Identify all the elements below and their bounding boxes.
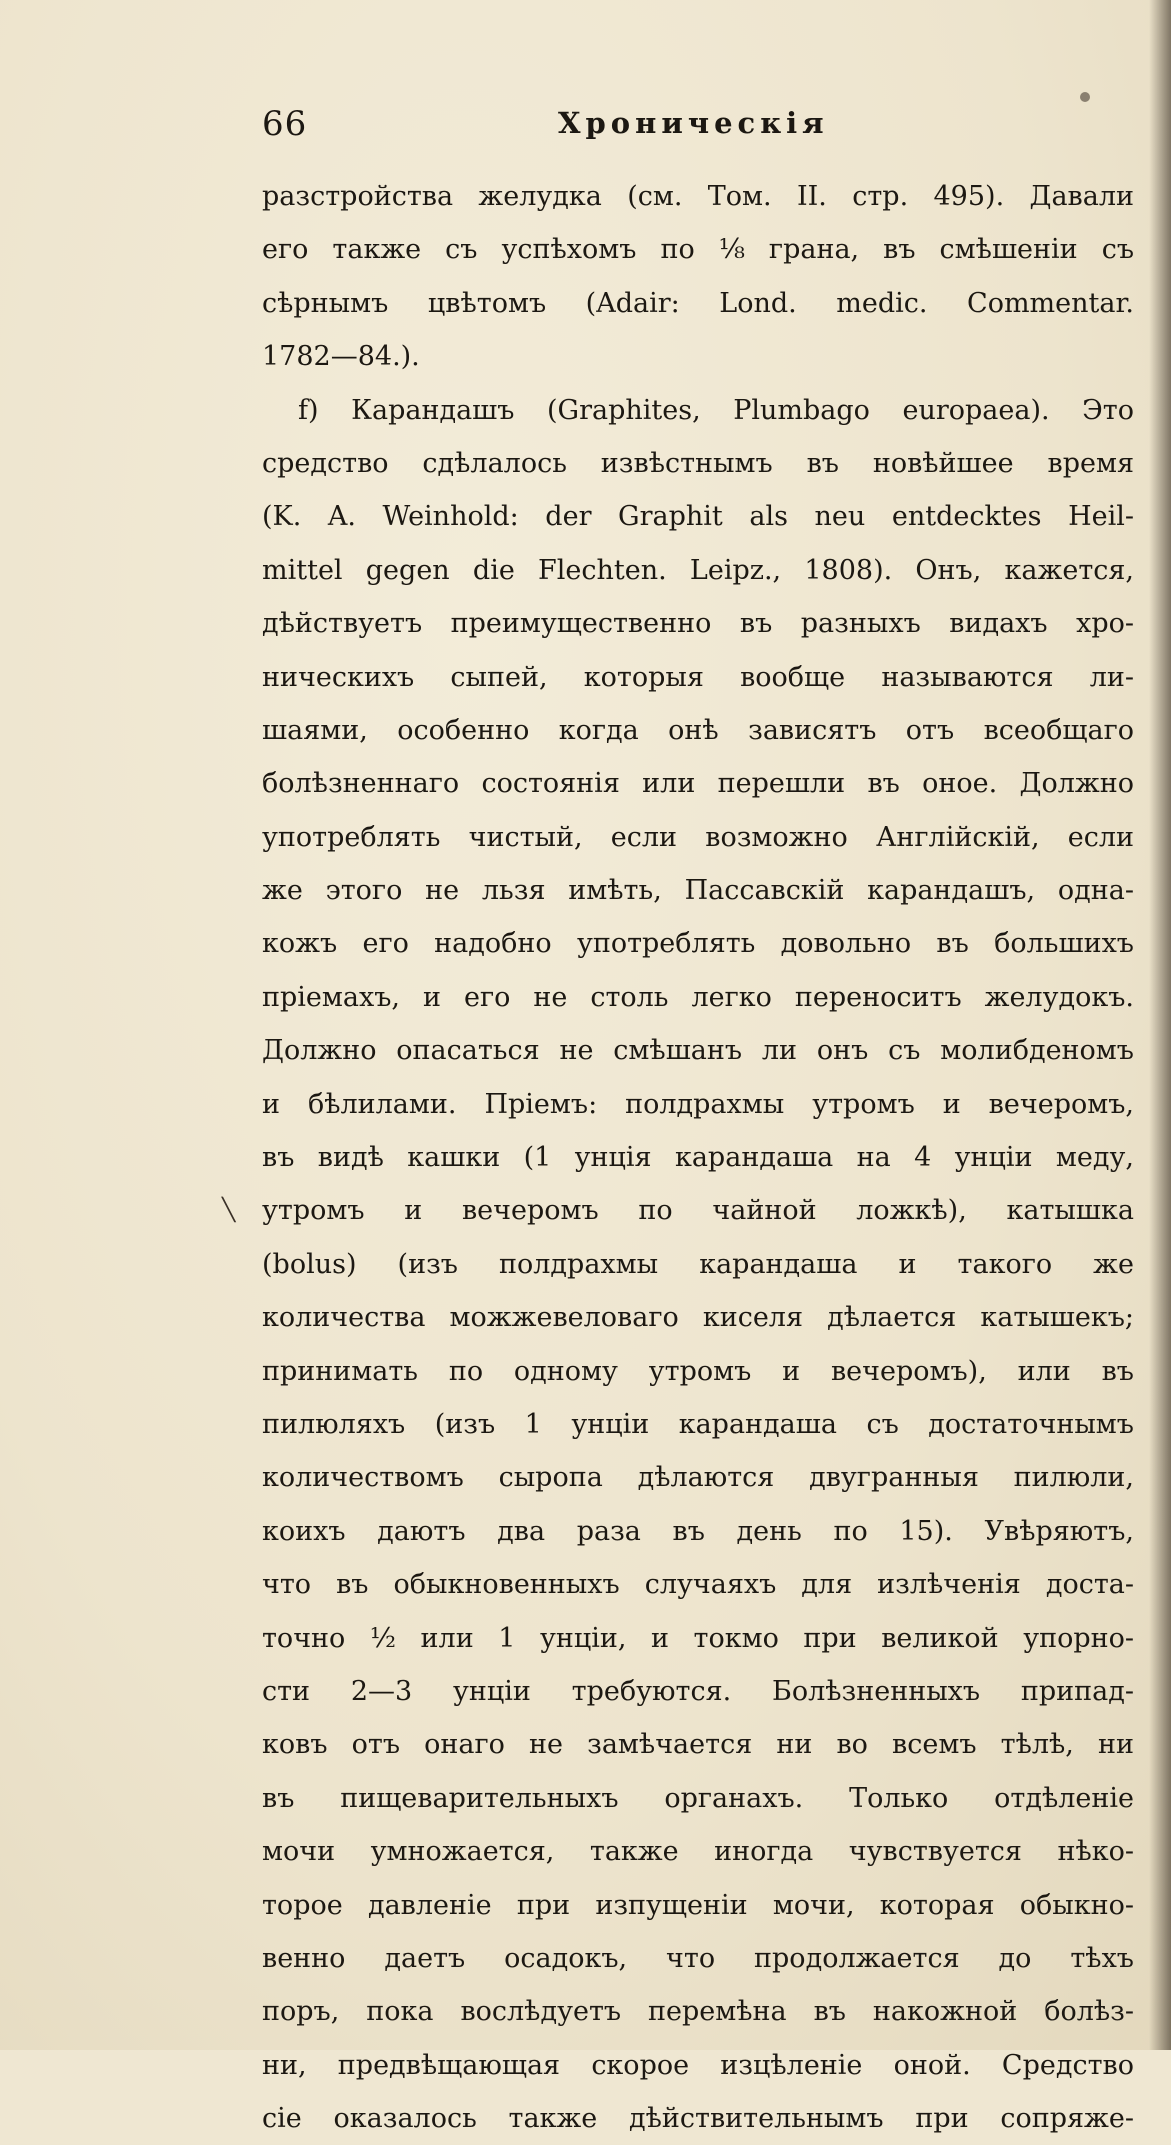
text-line: дѣйствуетъ преимущественно въ разныхъ видахъ хро- (262, 608, 1134, 640)
text-line: мочи умножается, также иногда чувствуется нѣко- (262, 1836, 1134, 1868)
text-line: точно ½ или 1 унціи, и токмо при великой упорно- (262, 1622, 1134, 1654)
text-line: разстройства желудка (см. Том. II. стр. 495). Давали (262, 181, 1134, 212)
page-header (262, 104, 852, 154)
text-line: употреблять чистый, если возможно Англійскій, если (262, 821, 1134, 853)
page-edge-shadow (1149, 0, 1171, 2050)
text-line: принимать по одному утромъ и вечеромъ), или въ (262, 1355, 1134, 1387)
text-line: пилюляхъ (изъ 1 унціи карандаша съ достаточнымъ (262, 1408, 1134, 1440)
text-line: шаями, особенно когда онѣ зависятъ отъ всеобщаго (262, 714, 1134, 746)
text-line: сти 2—3 унціи требуются. Болѣзненныхъ припад- (262, 1675, 1134, 1707)
text-line: ни, предвѣщающая скорое изцѣленіе оной. Средство (262, 2049, 1134, 2081)
text-line: f) Карандашъ (Graphites, Plumbago europaea). Это (298, 394, 1134, 426)
text-line: въ пищеварительныхъ органахъ. Только отдѣленіе (262, 1782, 1134, 1814)
text-line: средство сдѣлалось извѣстнымъ въ новѣйшее время (262, 447, 1134, 479)
text-line: коихъ даютъ два раза въ день по 15). Увѣряютъ, (262, 1515, 1134, 1547)
text-line: болѣзненнаго состоянія или перешли въ оное. Должно (262, 768, 1134, 800)
text-line: количества можжевеловаго киселя дѣлается катышекъ; (262, 1302, 1134, 1334)
text-line: ническихъ сыпей, которыя вообще называются ли- (262, 661, 1134, 693)
text-line: (K. A. Weinhold: der Graphit als neu entdecktes Heil- (262, 501, 1134, 533)
text-line: венно даетъ осадокъ, что продолжается до тѣхъ (262, 1942, 1134, 1974)
text-line: поръ, пока вослѣдуетъ перемѣна въ накожной болѣз- (262, 1996, 1134, 2028)
text-line: (bolus) (изъ полдрахмы карандаша и такого же (262, 1248, 1134, 1280)
text-line: Должно опасаться не смѣшанъ ли онъ съ молибденомъ (262, 1035, 1134, 1067)
text-line: сѣрнымъ цвѣтомъ (Adair: Lond. medic. Commentar. (262, 287, 1134, 319)
text-line: торое давленіе при изпущеніи мочи, которая обыкно- (262, 1889, 1134, 1921)
ink-speck (1080, 92, 1090, 102)
text-line: количествомъ сыропа дѣлаются двугранныя пилюли, (262, 1462, 1134, 1494)
text-line: утромъ и вечеромъ по чайной ложкѣ), катышка (262, 1195, 1134, 1227)
text-line: кожъ его надобно употреблять довольно въ большихъ (262, 928, 1134, 960)
text-line: 1782—84.). (262, 341, 420, 373)
text-line: въ видѣ кашки (1 унція карандаша на 4 унціи меду, (262, 1142, 1134, 1174)
text-line: сіе оказалось также дѣйствительнымъ при сопряже- (262, 2103, 1134, 2135)
running-head: Хроническія (558, 106, 829, 140)
text-line: пріемахъ, и его не столь легко переноситъ желудокъ. (262, 981, 1134, 1013)
text-line: его также съ успѣхомъ по ⅛ грана, въ смѣшеніи съ (262, 234, 1134, 266)
body-text (262, 170, 1134, 2145)
text-line: mittel gegen die Flechten. Leipz., 1808). Онъ, кажется, (262, 554, 1134, 586)
text-line: что въ обыкновенныхъ случаяхъ для излѣченія доста- (262, 1569, 1134, 1601)
text-line: и бѣлилами. Пріемъ: полдрахмы утромъ и вечеромъ, (262, 1088, 1134, 1120)
page-number: 66 (262, 104, 308, 144)
text-line: ковъ отъ онаго не замѣчается ни во всемъ тѣлѣ, ни (262, 1729, 1134, 1761)
margin-mark: ╲ (222, 1198, 236, 1223)
text-line: же этого не льзя имѣть, Пассавскій карандашъ, одна- (262, 875, 1134, 907)
